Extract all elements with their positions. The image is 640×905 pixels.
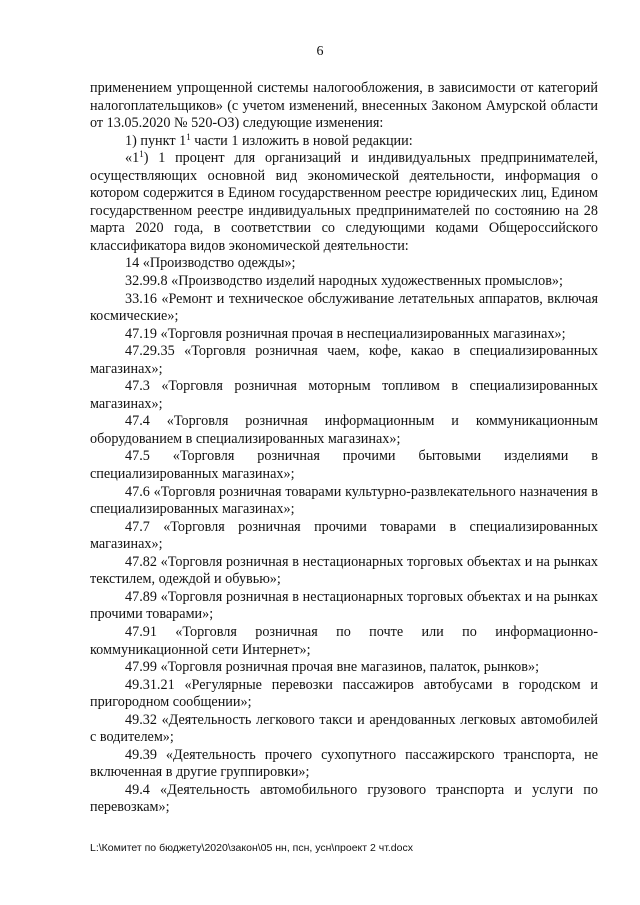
okved-item: 49.4 «Деятельность автомобильного грузового транспорта и услуги по перевозкам»;: [90, 781, 598, 816]
clause-superscript: 1: [186, 131, 191, 142]
new-wording-start: «1: [125, 150, 140, 167]
okved-item: 47.91 «Торговля розничная по почте или по информационно-коммуникационной сети Интернет»;: [90, 623, 598, 658]
okved-item: 47.82 «Торговля розничная в нестационарных торговых объектах и на рынках текстилем, одеждой и обувью»;: [90, 553, 598, 588]
new-wording-superscript: 1: [139, 149, 144, 160]
okved-item: 47.89 «Торговля розничная в нестационарных торговых объектах и на рынках прочими товарами»;: [90, 588, 598, 623]
new-wording-text: ) 1 процент для организаций и индивидуальных предпринимателей, осуществляющих основной вид экономической деятельности, информация о котором содержится в Едином государственном реестре юридических лиц, Едином государственном реестре индивидуальных предпринимателей по состоянию на 28 марта 2020 года, в соответствии со следующими кодами Общероссийского классификатора видов экономической деятельности:: [90, 150, 598, 254]
document-body: [90, 80, 598, 817]
okved-item: 32.99.8 «Производство изделий народных художественных промыслов»;: [125, 273, 563, 290]
paragraph-amendment-clause: [90, 133, 598, 151]
page-number: 6: [316, 44, 324, 59]
okved-item: 47.99 «Торговля розничная прочая вне магазинов, палаток, рынков»;: [125, 659, 540, 676]
clause-text-after: части 1 изложить в новой редакции:: [190, 132, 413, 149]
paragraph-new-wording: [90, 150, 598, 255]
okved-item: 49.39 «Деятельность прочего сухопутного пассажирского транспорта, не включенная в другие группировки»;: [90, 746, 598, 781]
okved-item: 47.29.35 «Торговля розничная чаем, кофе, какао в специализированных магазинах»;: [90, 343, 598, 377]
okved-item: 47.19 «Торговля розничная прочая в неспециализированных магазинах»;: [125, 325, 566, 342]
okved-item: 47.3 «Торговля розничная моторным топливом в специализированных магазинах»;: [90, 378, 598, 412]
paragraph-intro: применением упрощенной системы налогообложения, в зависимости от категорий налогоплательщиков» (с учетом изменений, внесенных Законом Амурской области от 13.05.2020 № 520-ОЗ) следующие изменения:: [90, 80, 598, 132]
okved-item: 49.32 «Деятельность легкового такси и арендованных легковых автомобилей с водителем»;: [90, 711, 598, 746]
okved-item: 49.31.21 «Регулярные перевозки пассажиров автобусами в городском и пригородном сообщении»;: [90, 676, 598, 711]
footer-file-path: L:\Комитет по бюджету\2020\закон\05 нн, псн, усн\проект 2 чт.docx: [90, 842, 413, 854]
okved-item: 47.6 «Торговля розничная товарами культурно-развлекательного назначения в специализированных магазинах»;: [90, 483, 598, 518]
okved-item: 47.7 «Торговля розничная прочими товарами в специализированных магазинах»;: [90, 518, 598, 553]
okved-item: 33.16 «Ремонт и техническое обслуживание летательных аппаратов, включая космические»;: [90, 290, 598, 325]
okved-item: 47.5 «Торговля розничная прочими бытовыми изделиями в специализированных магазинах»;: [90, 448, 598, 483]
clause-text: 1) пункт 1: [125, 132, 187, 149]
okved-item: 47.4 «Торговля розничная информационным и коммуникационным оборудованием в специализированных магазинах»;: [90, 413, 598, 447]
okved-item: 14 «Производство одежды»;: [125, 255, 296, 272]
